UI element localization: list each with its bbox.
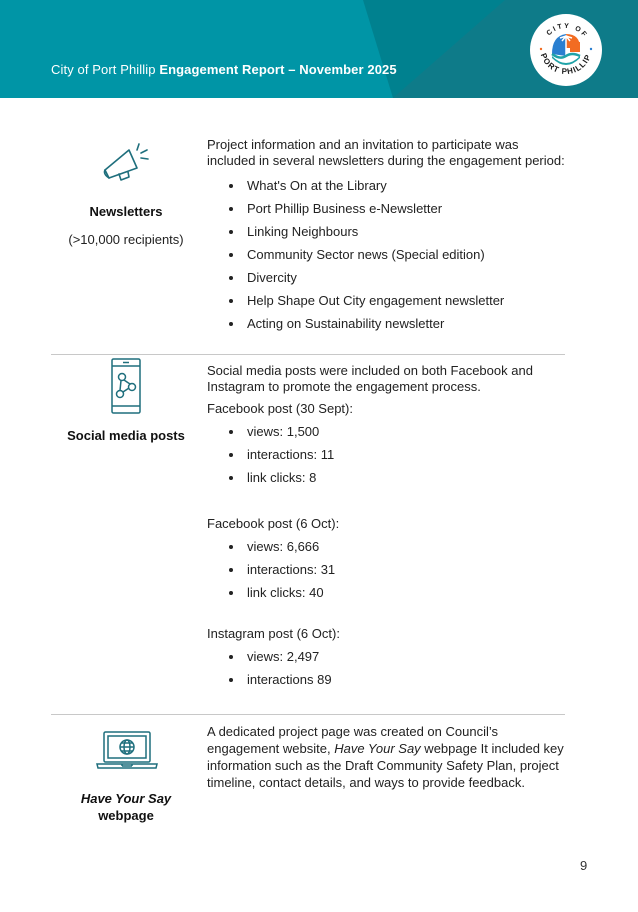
post-heading: Facebook post (30 Sept): [207,401,353,416]
post-stats-list [207,535,567,604]
section-text [207,723,567,791]
section-intro: Project information and an invitation to participate was included in several newsletters during the engagement period: [207,137,565,168]
megaphone-icon [101,140,153,182]
post-heading: Instagram post (6 Oct): [207,626,340,641]
list-item: What's On at the Library [207,174,567,197]
have-your-say-row [51,716,565,836]
list-item: views: 2,497 [207,645,567,668]
list-item: interactions: 31 [207,558,567,581]
svg-text:CITY OF: CITY OF [545,22,589,40]
list-item: Divercity [207,266,567,289]
list-item: link clicks: 40 [207,581,567,604]
list-item: interactions: 11 [207,443,567,466]
logo-emblem-icon [530,14,602,86]
list-item: Acting on Sustainability newsletter [207,312,567,335]
newsletters-content [207,137,567,335]
list-item: views: 1,500 [207,420,567,443]
newsletter-list [207,174,567,335]
section-divider [51,714,565,715]
post-heading: Facebook post (6 Oct): [207,516,340,531]
list-item: views: 6,666 [207,535,567,558]
section-subtitle: (>10,000 recipients) [68,232,184,247]
header-title-bold: Engagement Report – November 2025 [159,62,397,77]
section-title [51,790,201,824]
list-item: Community Sector news (Special edition) [207,243,567,266]
report-header [0,0,638,98]
text-part: webpage It included key information such as the Draft Community Safety Plan, project timeline, contact details, and ways to provide feedback. [207,741,564,790]
list-item: Help Shape Out City engagement newsletter [207,289,567,312]
have-your-say-content [207,723,567,791]
city-of-port-phillip-logo [530,14,602,86]
section-title: Newsletters [89,204,163,219]
post-stats-list [207,645,567,691]
mobile-network-icon [110,358,142,414]
social-media-row [51,356,565,714]
page-number: 9 [580,858,588,873]
list-item: Linking Neighbours [207,220,567,243]
section-title-rest: webpage [98,808,154,823]
newsletters-row [51,118,565,354]
post-stats-list [207,420,567,489]
text-part: A dedicated project page was created on Council’s engagement website, [207,724,499,756]
section-title-italic: Have Your Say [80,791,172,806]
section-title: Social media posts [67,428,185,443]
section-intro: Social media posts were included on both Facebook and Instagram to promote the engagement process. [207,363,533,394]
list-item: Port Phillip Business e-Newsletter [207,197,567,220]
list-item: interactions 89 [207,668,567,691]
list-item: link clicks: 8 [207,466,567,489]
header-title [51,62,397,77]
svg-text:PORT PHILLIP: PORT PHILLIP [538,51,593,77]
text-italic: Have Your Say [334,741,421,756]
section-divider [51,354,565,355]
social-media-content [207,363,567,691]
header-title-prefix: City of Port Phillip [51,62,160,77]
laptop-globe-icon [96,730,158,770]
